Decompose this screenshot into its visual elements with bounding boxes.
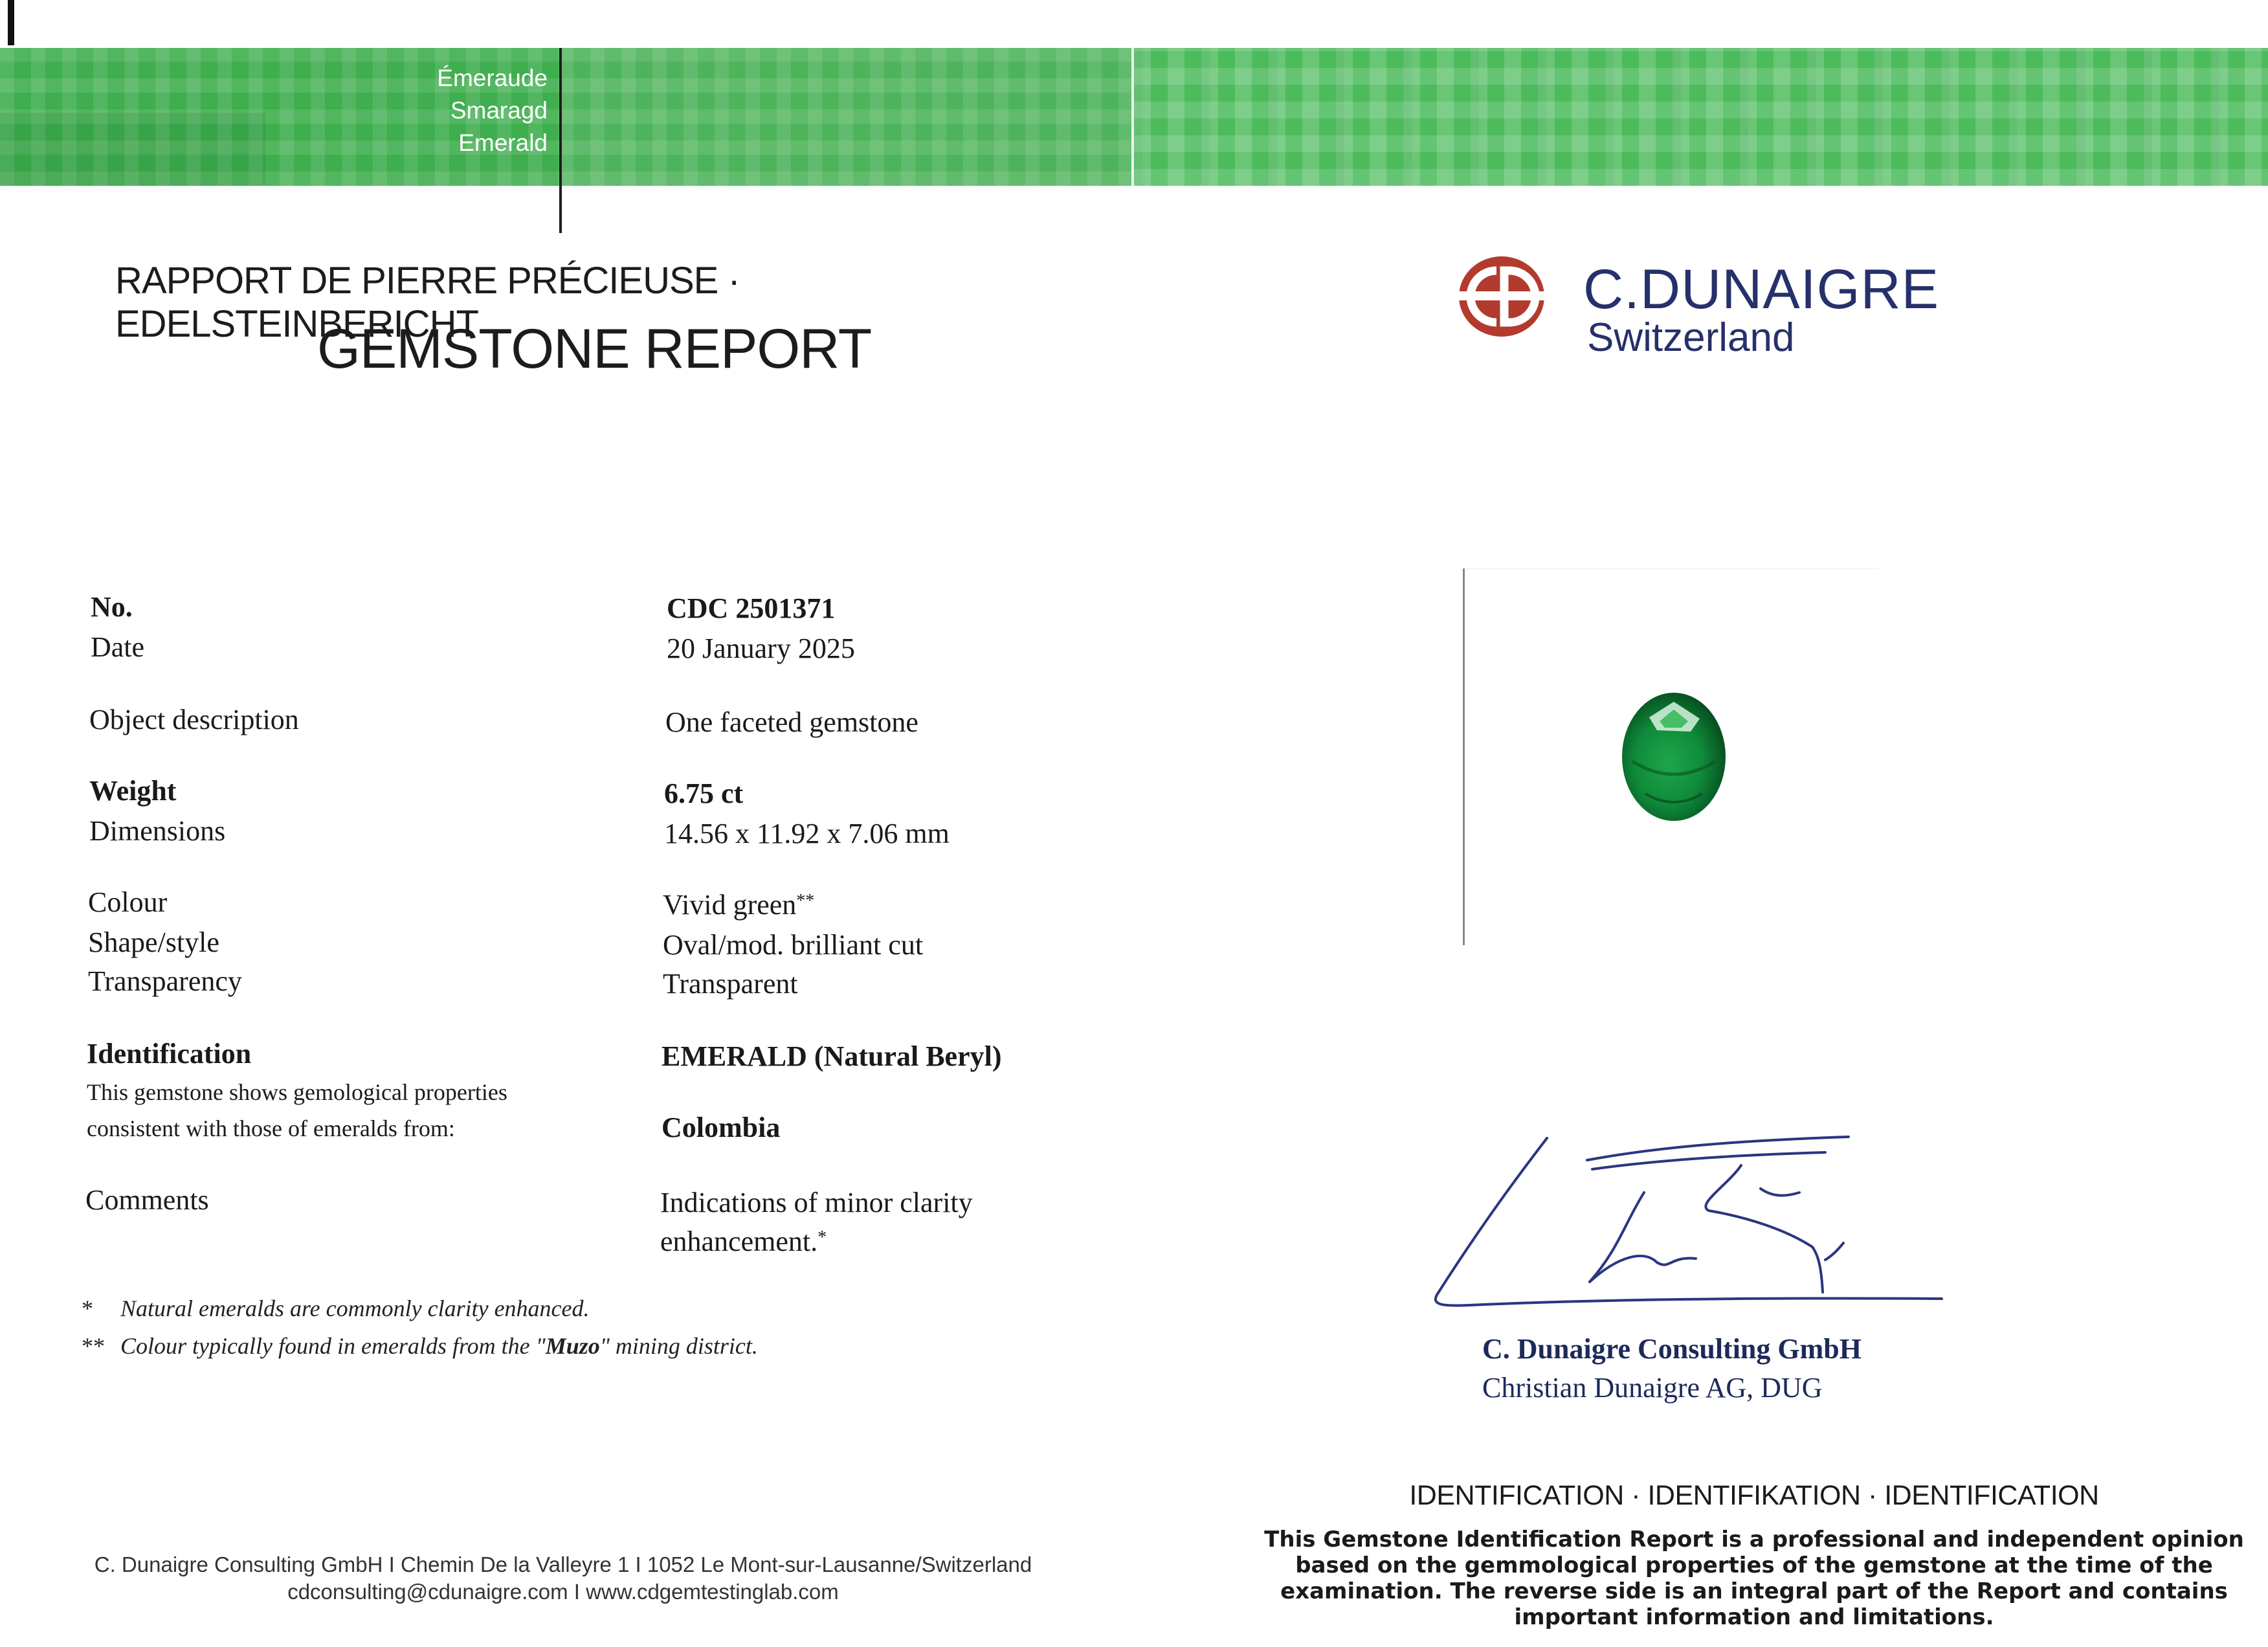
field-value-object: One faceted gemstone xyxy=(665,706,918,738)
scan-corner-mark xyxy=(8,0,14,45)
footnote-1-text: Natural emeralds are commonly clarity enhanced. xyxy=(120,1295,590,1321)
footnote-2-highlight: Muzo xyxy=(545,1333,600,1359)
identification-notice-title: IDENTIFICATION · IDENTIFIKATION · IDENTIFICATION xyxy=(1409,1480,2099,1511)
emerald-gemstone-image xyxy=(1619,690,1728,824)
field-value-identification: EMERALD (Natural Beryl) xyxy=(662,1040,1002,1072)
language-label-french: Émeraude xyxy=(437,65,548,91)
notice-line-4: important information and limitations. xyxy=(1514,1604,1994,1630)
notice-line-3: examination. The reverse side is an integral part of the Report and contains xyxy=(1280,1578,2228,1604)
footnote-1-marker: * xyxy=(82,1295,93,1321)
field-value-no: CDC 2501371 xyxy=(667,592,836,624)
comments-footnote-marker: * xyxy=(817,1227,827,1248)
header-band-shade xyxy=(0,113,265,186)
brand-name: C.DUNAIGRE xyxy=(1583,258,1939,320)
field-label-no: No. xyxy=(91,591,133,623)
footnote-2-text-before: Colour typically found in emeralds from the " xyxy=(120,1333,546,1359)
identification-note-line1: This gemstone shows gemological properties xyxy=(87,1079,507,1105)
field-label-comments: Comments xyxy=(85,1184,209,1216)
field-value-dimensions: 14.56 x 11.92 x 7.06 mm xyxy=(664,818,950,849)
signatory-company: C. Dunaigre Consulting GmbH xyxy=(1482,1333,1862,1365)
header-band-left xyxy=(0,48,1131,186)
field-value-colour xyxy=(663,888,814,921)
language-label-german: Smaragd xyxy=(450,97,548,124)
address-line2: cdconsulting@cdunaigre.com I www.cdgemtestinglab.com xyxy=(287,1580,839,1604)
footnote-2 xyxy=(82,1332,758,1360)
identification-notice-text xyxy=(1204,1527,2268,1630)
header-band-right xyxy=(1134,48,2268,186)
language-label-english: Emerald xyxy=(458,129,548,156)
signatory-person: Christian Dunaigre AG, DUG xyxy=(1482,1372,1823,1404)
field-label-transparency: Transparency xyxy=(88,965,242,997)
report-subtitle: RAPPORT DE PIERRE PRÉCIEUSE · EDELSTEINBERICHT xyxy=(115,260,740,345)
field-value-comments-line1: Indications of minor clarity xyxy=(660,1187,973,1218)
field-label-object: Object description xyxy=(89,704,299,735)
field-value-date: 20 January 2025 xyxy=(667,633,855,664)
comments-line2-text: enhancement. xyxy=(660,1226,818,1257)
field-label-dimensions: Dimensions xyxy=(89,815,226,847)
field-value-transparency: Transparent xyxy=(663,968,798,1000)
field-label-date: Date xyxy=(91,631,145,663)
handwritten-signature xyxy=(1424,1101,1955,1321)
address-line1: C. Dunaigre Consulting GmbH I Chemin De la Valleyre 1 I 1052 Le Mont-sur-Lausanne/Switzerland xyxy=(94,1552,1032,1576)
cd-logo-icon xyxy=(1456,254,1547,339)
field-value-shape: Oval/mod. brilliant cut xyxy=(663,929,924,961)
field-label-colour: Colour xyxy=(88,886,168,918)
header-vertical-rule xyxy=(559,48,562,233)
report-title: GEMSTONE REPORT xyxy=(317,318,872,380)
brand-location: Switzerland xyxy=(1587,315,1795,360)
footnote-1 xyxy=(82,1295,590,1322)
identification-note-line2: consistent with those of emeralds from: xyxy=(87,1115,455,1141)
field-value-weight: 6.75 ct xyxy=(664,778,744,809)
field-label-weight: Weight xyxy=(89,775,177,807)
footnote-2-marker: ** xyxy=(82,1333,105,1359)
field-value-comments-line2 xyxy=(660,1225,827,1258)
colour-footnote-marker: ** xyxy=(796,891,815,911)
footnote-2-text-after: " mining district. xyxy=(599,1333,758,1359)
field-label-shape: Shape/style xyxy=(88,926,219,958)
notice-line-1: This Gemstone Identification Report is a professional and independent opinion xyxy=(1264,1527,2244,1552)
notice-line-2: based on the gemmological properties of the gemstone at the time of the xyxy=(1295,1552,2213,1578)
field-label-identification: Identification xyxy=(87,1038,252,1070)
colour-value-text: Vivid green xyxy=(663,889,797,921)
field-value-origin: Colombia xyxy=(662,1112,781,1143)
